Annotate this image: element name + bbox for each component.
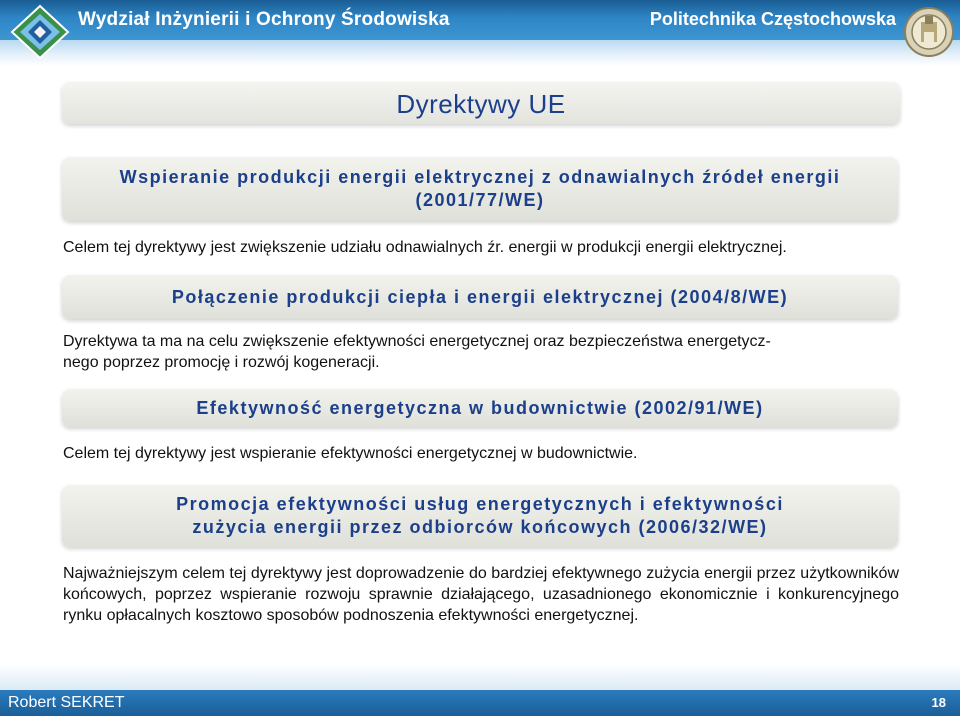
section-text-buildings: Celem tej dyrektywy jest wspieranie efektywności energetycznej w budownictwie. bbox=[63, 445, 638, 462]
section-heading-renewable bbox=[62, 157, 898, 221]
section-text-renewable: Celem tej dyrektywy jest zwiększenie udziału odnawialnych źr. energii w produkcji energii elektrycznej. bbox=[63, 239, 787, 256]
page-number: 18 bbox=[931, 695, 946, 710]
section-heading-line: Połączenie produkcji ciepła i energii elektrycznej (2004/8/WE) bbox=[171, 286, 789, 307]
section-heading-energy-services bbox=[62, 485, 898, 547]
author-name: Robert SEKRET bbox=[8, 694, 125, 711]
header-bar bbox=[0, 0, 960, 40]
university-name: Politechnika Częstochowska bbox=[649, 9, 896, 29]
section-heading-buildings bbox=[62, 389, 898, 427]
university-crest-icon bbox=[902, 2, 956, 62]
section-text-line: nego poprzez promocję i rozwój kogeneracji. bbox=[63, 354, 380, 371]
page-title: Dyrektywy UE bbox=[396, 89, 566, 119]
section-text-line: Dyrektywa ta ma na celu zwiększenie efektywności energetycznej oraz bezpieczeństwa energetycz- bbox=[63, 333, 771, 350]
footer-fade bbox=[0, 664, 960, 690]
section-heading-line: Wspieranie produkcji energii elektrycznej z odnawialnych źródeł energii bbox=[119, 167, 841, 187]
section-heading-line: Efektywność energetyczna w budownictwie (2002/91/WE) bbox=[196, 397, 764, 418]
section-text-energy-services: Najważniejszym celem tej dyrektywy jest doprowadzenie do bardziej efektywnego zużycia energii przez użytkowników końcowych, poprzez wspieranie rozwoju sprawnie działającego, uzasadnionego ekonomicznie i konkurencyjnego rynku opłacalnych kosztowo sposobów podnoszenia efektywności energetycznej. bbox=[63, 565, 899, 624]
header-fade bbox=[0, 40, 960, 66]
section-text-cogeneration bbox=[63, 331, 899, 373]
section-heading-line: (2001/77/WE) bbox=[415, 190, 545, 210]
footer-bar bbox=[0, 690, 960, 716]
faculty-name: Wydział Inżynierii i Ochrony Środowiska bbox=[78, 9, 450, 30]
title-box bbox=[62, 82, 900, 124]
section-heading-line: Promocja efektywności usług energetycznych i efektywności bbox=[176, 494, 784, 514]
faculty-logo-icon bbox=[8, 2, 72, 62]
section-heading-cogeneration bbox=[62, 275, 898, 319]
section-heading-line: zużycia energii przez odbiorców końcowych (2006/32/WE) bbox=[192, 517, 768, 537]
